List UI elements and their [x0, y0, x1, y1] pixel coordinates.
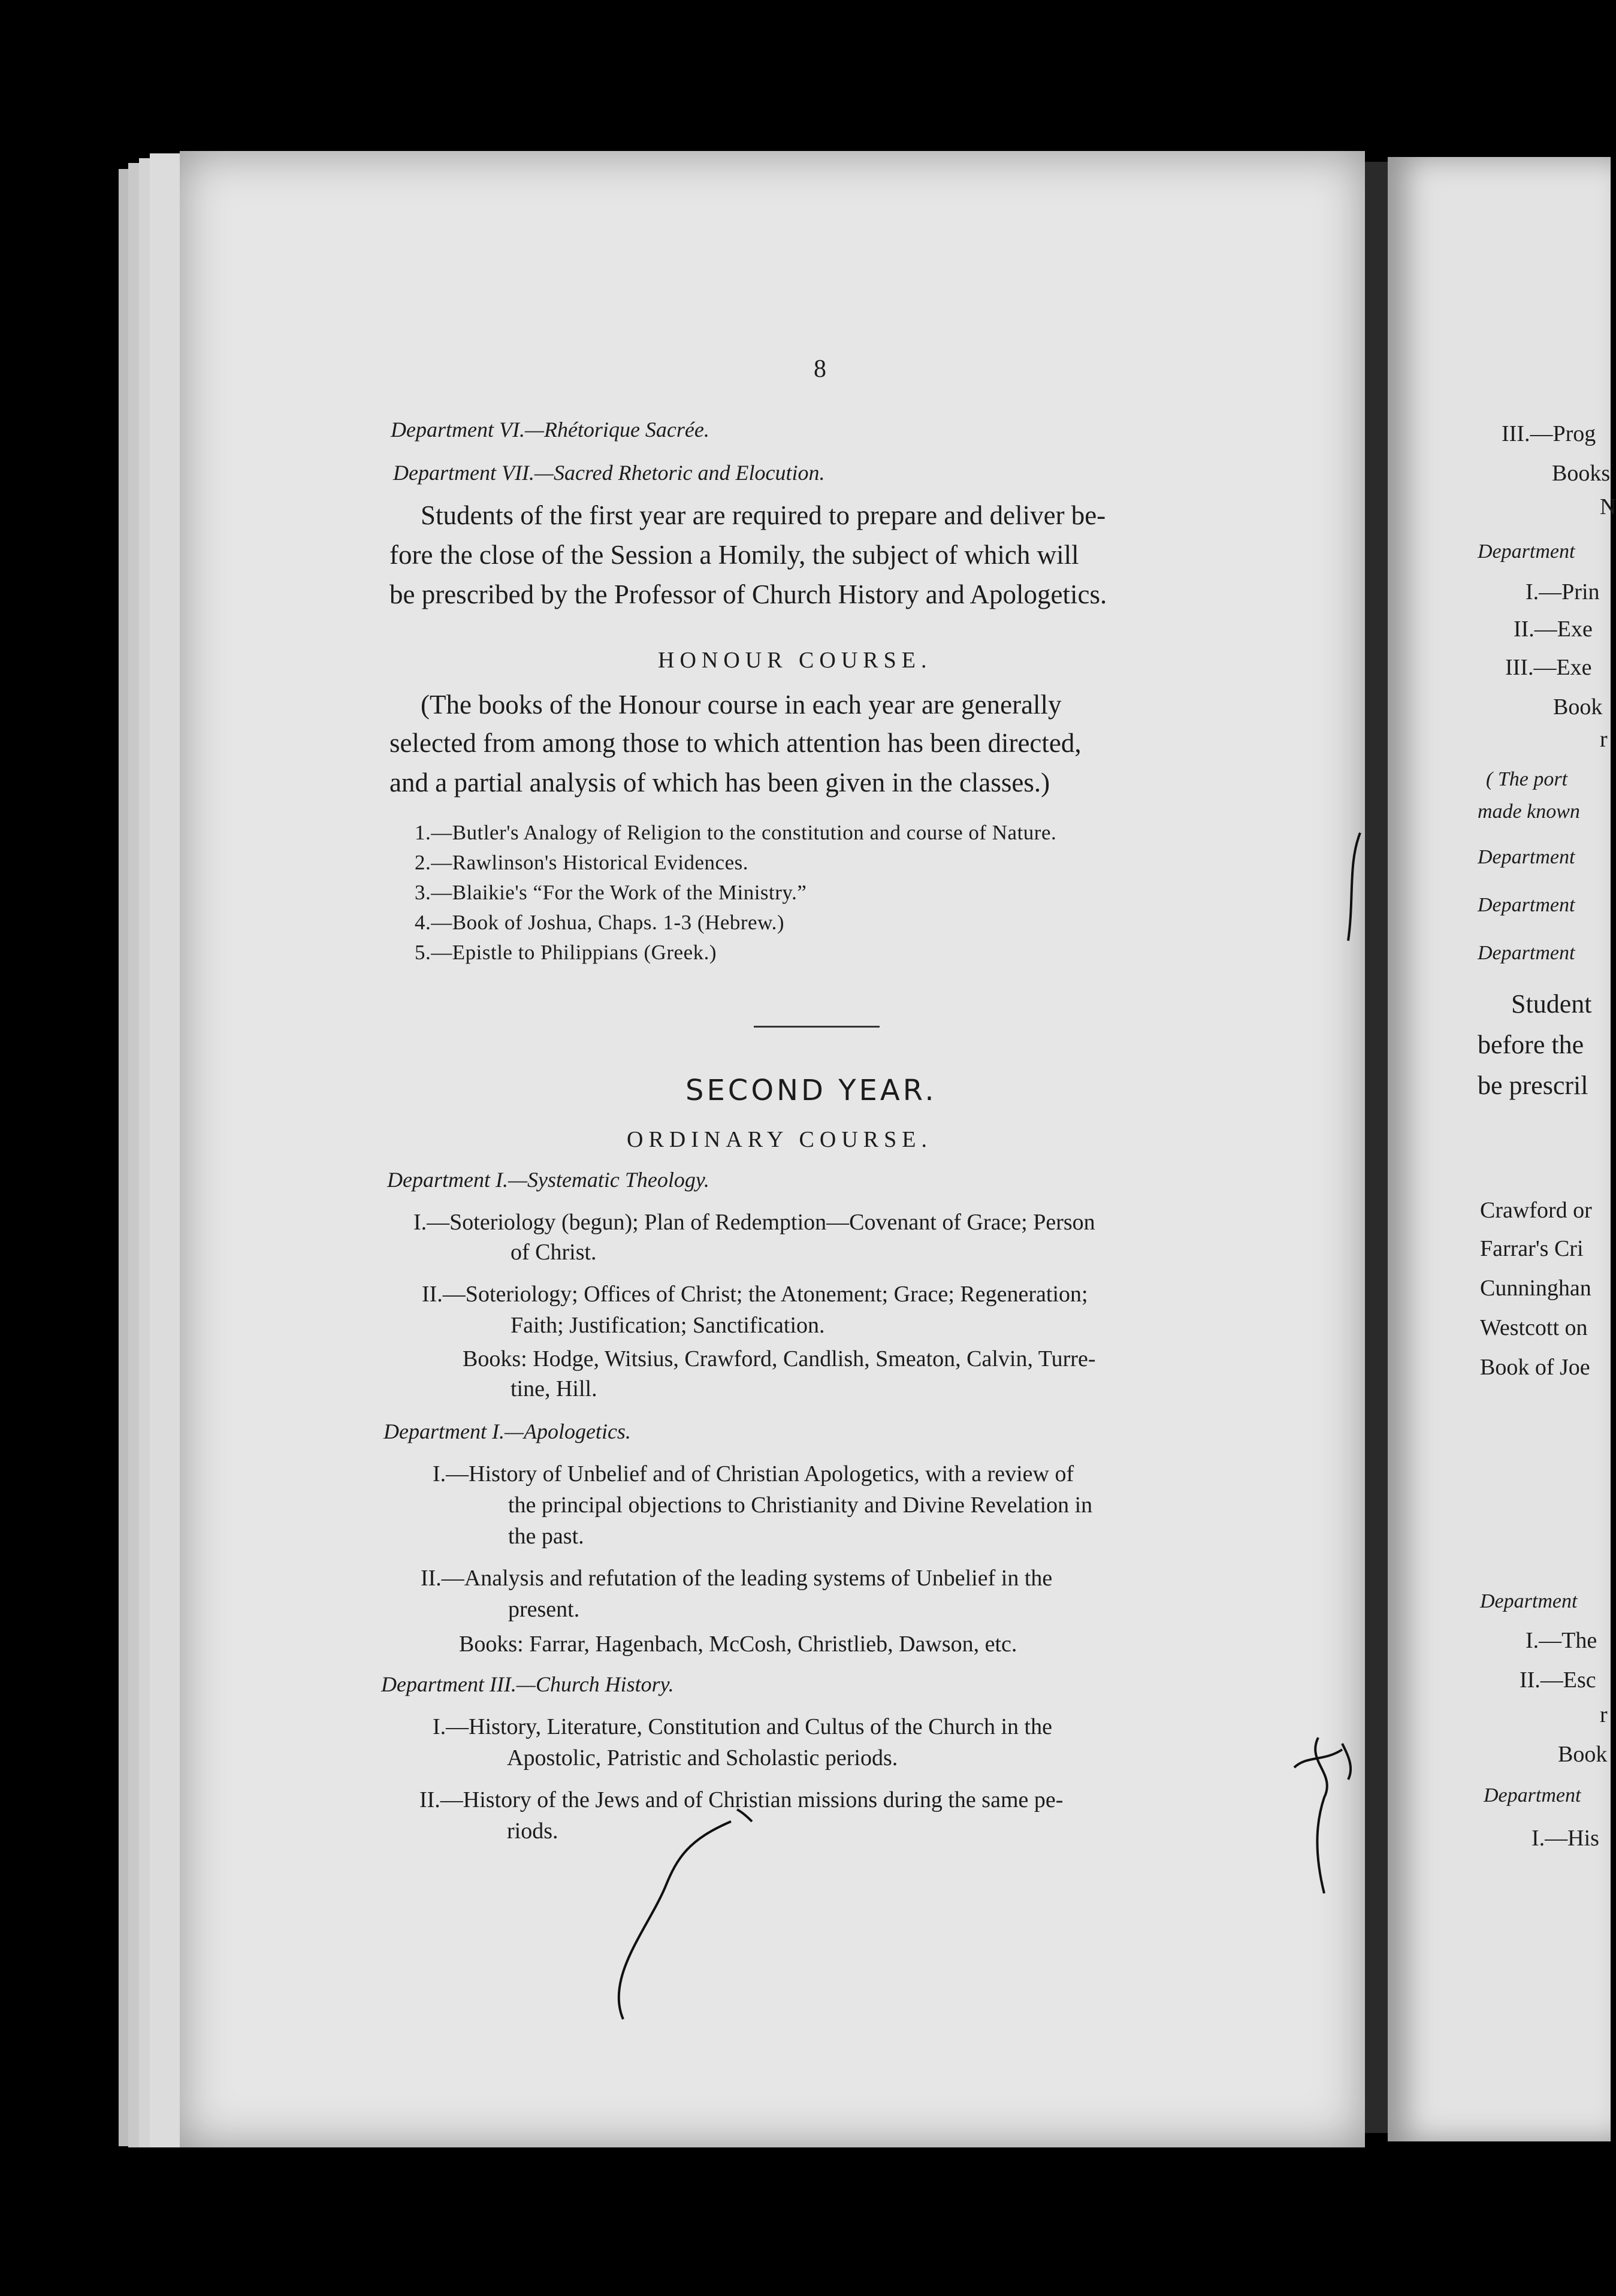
paragraph-line: be prescribed by the Professor of Church History and Apologetics.	[389, 579, 1107, 609]
right-text-line: Department	[1478, 942, 1575, 964]
right-text-line: r	[1600, 1702, 1608, 1727]
course-item: II.—Analysis and refutation of the leading systems of Unbelief in the	[421, 1566, 1053, 1591]
paragraph-line: selected from among those to which attention has been directed,	[389, 728, 1082, 758]
right-text-line: I.—His	[1532, 1826, 1599, 1851]
right-text-line: Book	[1558, 1742, 1608, 1767]
course-item: II.—History of the Jews and of Christian missions during the same pe-	[419, 1787, 1064, 1812]
department-heading: Department VII.—Sacred Rhetoric and Elocution.	[393, 461, 825, 485]
department-heading: Department VI.—Rhétorique Sacrée.	[391, 418, 709, 442]
right-text-line: II.—Esc	[1520, 1667, 1596, 1693]
department-heading: Department I.—Systematic Theology.	[387, 1168, 709, 1192]
right-text-line: I.—The	[1526, 1628, 1597, 1653]
course-item: I.—Soteriology (begun); Plan of Redemption—Covenant of Grace; Person	[413, 1210, 1095, 1235]
right-text-line: Westcott on	[1480, 1315, 1588, 1340]
course-item-cont: of Christ.	[511, 1240, 597, 1265]
honour-list-item: 3.—Blaikie's “For the Work of the Ministry.”	[415, 881, 807, 904]
right-text-line: Department	[1478, 540, 1575, 563]
honour-list-item: 4.—Book of Joshua, Chaps. 1-3 (Hebrew.)	[415, 911, 784, 934]
books-list: Books: Farrar, Hagenbach, McCosh, Christlieb, Dawson, etc.	[459, 1632, 1017, 1657]
right-text-line: Department	[1484, 1784, 1581, 1806]
department-heading: Department III.—Church History.	[381, 1672, 674, 1696]
department-heading: Department I.—Apologetics.	[383, 1419, 631, 1443]
honour-list-item: 5.—Epistle to Philippians (Greek.)	[415, 941, 717, 964]
paragraph-line: (The books of the Honour course in each year are generally	[421, 690, 1062, 720]
handwritten-mark-icon	[1282, 1726, 1360, 1905]
right-text-line: ( The port	[1486, 768, 1567, 790]
book-gutter	[1365, 162, 1388, 2133]
right-text-line: Farrar's Cri	[1480, 1236, 1584, 1261]
right-text-line: Student	[1511, 989, 1592, 1019]
course-item-cont: Apostolic, Patristic and Scholastic periods.	[507, 1745, 898, 1771]
course-item-cont: the past.	[508, 1524, 584, 1549]
course-item: II.—Soteriology; Offices of Christ; the Atonement; Grace; Regeneration;	[422, 1282, 1088, 1307]
right-text-line: Crawford or	[1480, 1198, 1592, 1223]
ordinary-course-heading: ORDINARY COURSE.	[627, 1127, 932, 1152]
right-text-line: Department	[1480, 1590, 1578, 1612]
books-list-cont: tine, Hill.	[511, 1376, 597, 1401]
course-item-cont: Faith; Justification; Sanctification.	[511, 1313, 825, 1338]
right-text-line: Cunninghan	[1480, 1276, 1591, 1301]
page-number: 8	[814, 355, 826, 383]
right-text-line: III.—Prog	[1502, 421, 1596, 446]
right-text-line: I.—Prin	[1526, 579, 1600, 605]
right-text-line: r	[1600, 727, 1608, 752]
second-year-heading: SECOND YEAR.	[685, 1074, 937, 1107]
right-text-line: Department	[1478, 846, 1575, 868]
books-list: Books: Hodge, Witsius, Crawford, Candlish, Smeaton, Calvin, Turre-	[463, 1346, 1096, 1371]
right-text-line: II.—Exe	[1514, 617, 1593, 642]
honour-course-heading: HONOUR COURSE.	[658, 648, 932, 673]
right-text-line: before the	[1478, 1030, 1584, 1059]
right-text-line: Department	[1478, 894, 1575, 916]
course-item-cont: the principal objections to Christianity and Divine Revelation in	[508, 1493, 1093, 1518]
paragraph-line: fore the close of the Session a Homily, the subject of which will	[389, 540, 1079, 570]
right-text-line: made known	[1478, 800, 1580, 823]
course-item: I.—History of Unbelief and of Christian Apologetics, with a review of	[433, 1461, 1074, 1487]
course-item-cont: riods.	[507, 1818, 558, 1844]
right-text-line: III.—Exe	[1505, 655, 1592, 680]
right-text-line: be prescril	[1478, 1071, 1588, 1100]
right-text-line: Books	[1552, 461, 1611, 486]
right-text-line: Book of Joe	[1480, 1355, 1590, 1380]
paragraph-line: Students of the first year are required to prepare and deliver be-	[421, 500, 1106, 530]
honour-list-item: 1.—Butler's Analogy of Religion to the constitution and course of Nature.	[415, 821, 1057, 844]
honour-list-item: 2.—Rawlinson's Historical Evidences.	[415, 851, 748, 874]
paragraph-line: and a partial analysis of which has been given in the classes.)	[389, 768, 1050, 797]
divider-rule	[754, 1026, 880, 1028]
right-text-line: N	[1600, 494, 1616, 519]
pencil-mark-icon	[599, 1786, 779, 2037]
right-text-line: Book	[1553, 694, 1603, 720]
course-item-cont: present.	[508, 1597, 580, 1622]
right-page	[1388, 157, 1616, 2141]
course-item: I.—History, Literature, Constitution and Cultus of the Church in the	[433, 1714, 1052, 1739]
